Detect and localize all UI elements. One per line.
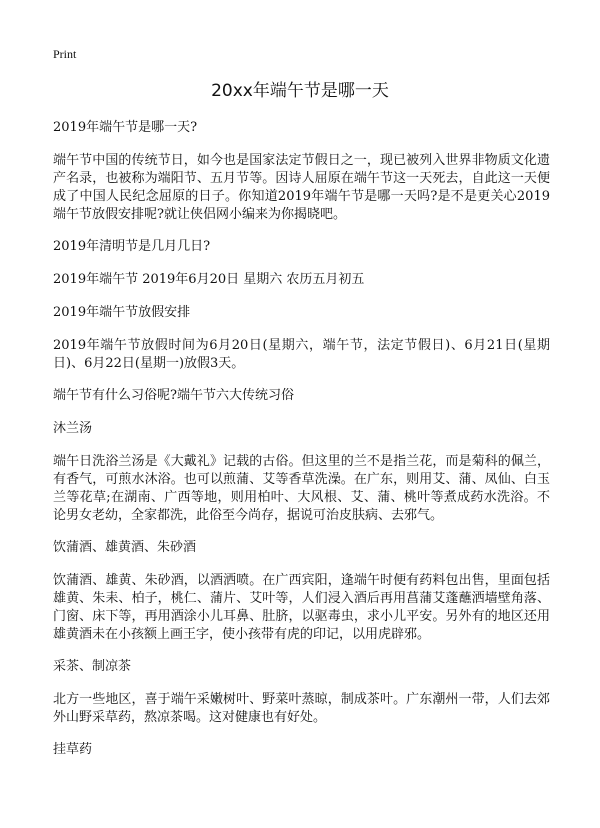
- paragraph: 端午日洗浴兰汤是《大戴礼》记载的古俗。但这里的兰不是指兰花，而是菊科的佩兰，有香气，可煎水沐浴。也可以煎蒲、艾等香草洗澡。在广东，则用艾、蒲、凤仙、白玉兰等花草;在湖南、广西等地，则用柏叶、大风根、艾、蒲、桃叶等煮成药水洗浴。不论男女老幼，全家都洗，此俗至今尚存，据说可治皮肤病、去邪气。: [53, 454, 550, 523]
- article-body: [53, 119, 550, 774]
- paragraph: 北方一些地区，喜于端午采嫩树叶、野菜叶蒸晾，制成茶叶。广东潮州一带，人们去郊外山野采草药，熬凉茶喝。这对健康也有好处。: [53, 692, 550, 725]
- page-title: 20xx年端午节是哪一天: [211, 81, 389, 101]
- section-heading: 饮蒲酒、雄黄酒、朱砂酒: [53, 540, 197, 555]
- section-heading: 端午节有什么习俗呢?端午节六大传统习俗: [53, 388, 294, 403]
- date-line: 2019年端午节 2019年6月20日 星期六 农历五月初五: [53, 272, 365, 287]
- section-heading: 挂草药: [53, 742, 93, 757]
- paragraph: 2019年端午节放假时间为6月20日(星期六，端午节，法定节假日)、6月21日(星期日)、6月22日(星期一)放假3天。: [53, 338, 550, 371]
- paragraph: 饮蒲酒、雄黄、朱砂酒，以酒洒喷。在广西宾阳，逢端午时便有药料包出售，里面包括雄黄、朱耒、柏子，桃仁、蒲片、艾叶等，人们浸入酒后再用菖蒲艾蓬蘸洒墙壁角落、门窗、床下等，再用酒涂小儿耳鼻、肚脐，以驱毒虫，求小儿平安。另外有的地区还用雄黄酒未在小孩额上画王字，使小孩带有虎的印记，以用虎辟邪。: [53, 573, 550, 642]
- section-heading: 2019年端午节是哪一天?: [53, 120, 198, 135]
- print-link[interactable]: Print: [53, 47, 77, 61]
- section-heading: 采茶、制凉茶: [53, 659, 132, 674]
- section-heading: 2019年端午节放假安排: [53, 305, 191, 320]
- section-heading: 沐兰汤: [53, 421, 93, 436]
- section-heading: 2019年清明节是几月几日?: [53, 239, 211, 254]
- paragraph: 端午节中国的传统节日，如今也是国家法定节假日之一，现已被列入世界非物质文化遗产名录，也被称为端阳节、五月节等。因诗人屈原在端午节这一天死去，自此这一天便成了中国人民纪念屈原的日子。你知道2019年端午节是哪一天吗?是不是更关心2019端午节放假安排呢?就让侠侣网小编来为你揭晓吧。: [53, 153, 550, 222]
